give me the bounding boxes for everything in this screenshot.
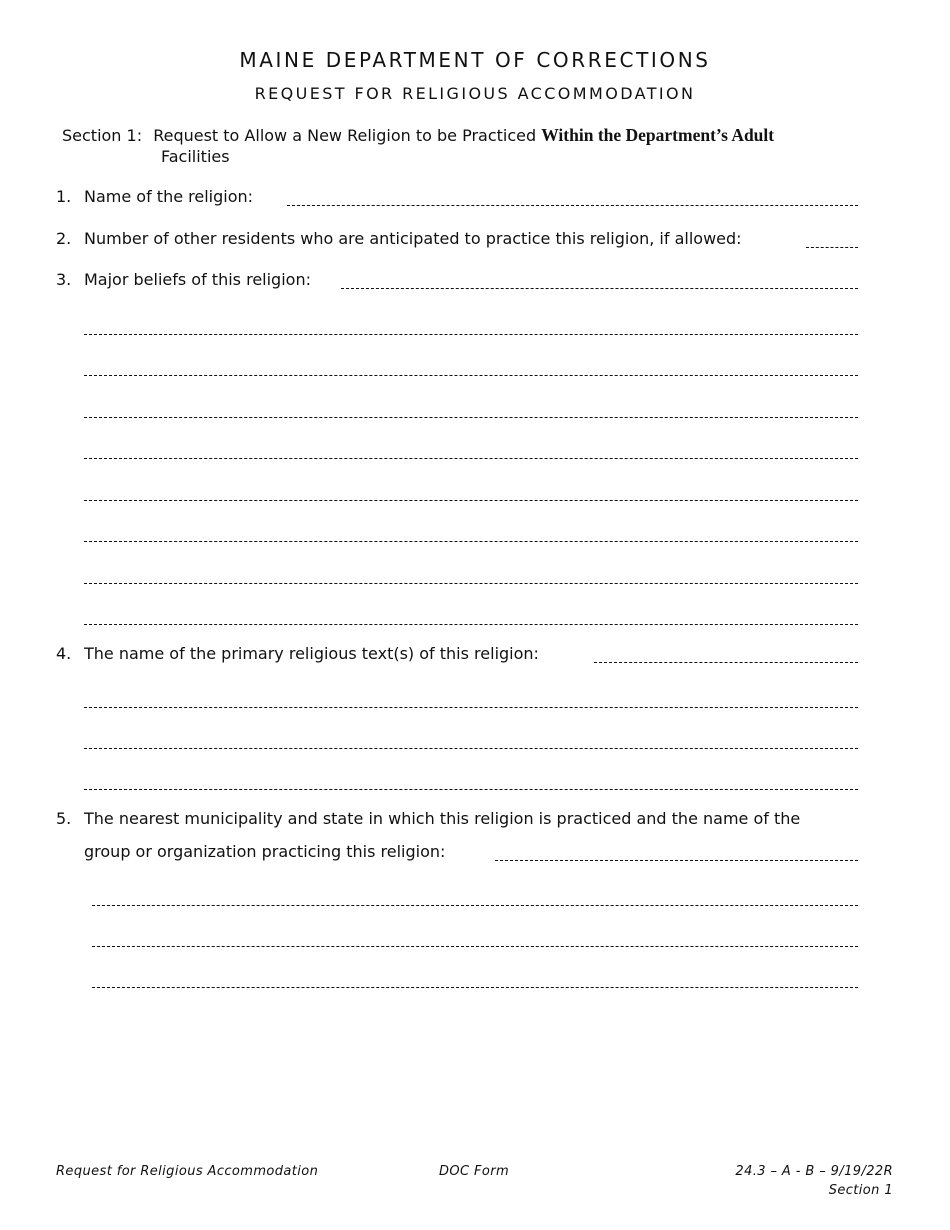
beliefs-field-line[interactable] — [84, 541, 858, 542]
religious-text-field-line-1[interactable] — [594, 662, 858, 663]
resident-count-field[interactable] — [806, 247, 858, 248]
question-1-number: 1. — [56, 187, 72, 206]
question-2-label: Number of other residents who are anticipated to practice this religion, if allowed: — [84, 229, 742, 248]
form-subtitle: REQUEST FOR RELIGIOUS ACCOMMODATION — [254, 84, 696, 103]
section-bold-text: Within the Department’s Adult — [541, 125, 775, 145]
section-label: Section 1: — [62, 126, 143, 145]
footer-form-name: Request for Religious Accommodation — [56, 1164, 319, 1179]
question-3-number: 3. — [56, 270, 72, 289]
religious-text-field-line[interactable] — [84, 707, 858, 708]
municipality-field-line[interactable] — [92, 905, 858, 906]
beliefs-field-line[interactable] — [84, 334, 858, 335]
religious-text-field-line[interactable] — [84, 789, 858, 790]
beliefs-field-line[interactable] — [84, 500, 858, 501]
beliefs-field-line[interactable] — [84, 375, 858, 376]
beliefs-field-line[interactable] — [84, 417, 858, 418]
beliefs-field-line[interactable] — [84, 583, 858, 584]
footer-form-number: 24.3 – A - B – 9/19/22R — [735, 1164, 893, 1179]
section-text: Request to Allow a New Religion to be Practiced — [153, 126, 537, 145]
footer-section: Section 1 — [828, 1183, 893, 1198]
beliefs-field-line[interactable] — [84, 458, 858, 459]
question-2-number: 2. — [56, 229, 72, 248]
question-4-label: The name of the primary religious text(s) of this religion: — [84, 644, 539, 663]
religion-name-field[interactable] — [287, 205, 858, 206]
municipality-field-line[interactable] — [92, 987, 858, 988]
section-heading — [62, 124, 882, 166]
question-4-number: 4. — [56, 644, 72, 663]
form-title: MAINE DEPARTMENT OF CORRECTIONS — [239, 48, 711, 72]
municipality-field-line-1[interactable] — [495, 860, 858, 861]
question-5-number: 5. — [56, 809, 72, 828]
religious-text-field-line[interactable] — [84, 748, 858, 749]
beliefs-field-line-1[interactable] — [341, 288, 858, 289]
question-3-label: Major beliefs of this religion: — [84, 270, 311, 289]
section-continuation: Facilities — [161, 147, 230, 166]
question-5-label-cont: group or organization practicing this religion: — [84, 842, 446, 861]
beliefs-field-line[interactable] — [84, 624, 858, 625]
municipality-field-line[interactable] — [92, 946, 858, 947]
footer-doc-form: DOC Form — [439, 1164, 510, 1179]
question-5-label: The nearest municipality and state in which this religion is practiced and the name of the — [84, 809, 801, 828]
question-1-label: Name of the religion: — [84, 187, 254, 206]
